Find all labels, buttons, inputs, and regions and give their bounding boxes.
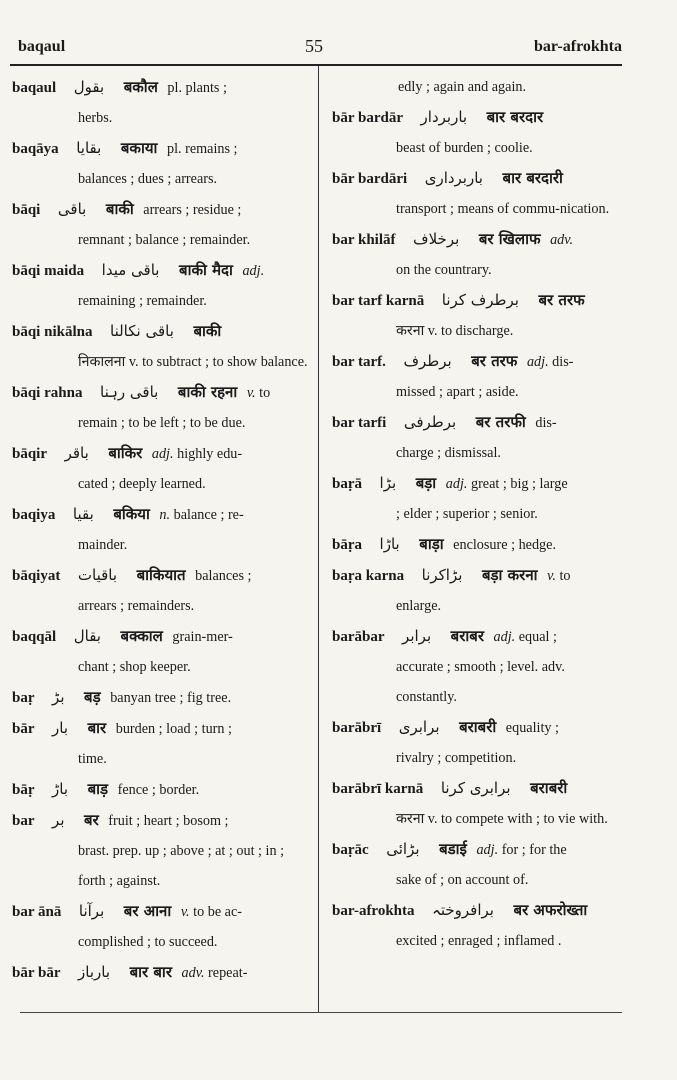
urdu-script: بڑ [52,688,65,706]
dictionary-entry [12,805,308,896]
devanagari-script: बर [84,811,99,829]
right-guide-word: bar-afrokhta [534,38,622,55]
definition-continuation: remnant ; balance ; remainder. [78,232,251,248]
definition-continuation: निकालना v. to subtract ; to show balance. [78,354,308,370]
entry-first-line [12,805,308,836]
definition-continuation: time. [78,751,107,767]
urdu-script: بڑاکرنا [421,566,463,584]
entry-first-line [12,499,308,530]
entry-first-line [12,774,308,805]
devanagari-script: बाकी [193,322,222,340]
headword: bār bardāri [332,171,408,187]
dictionary-entry [332,834,618,895]
entry-first-line [332,621,618,652]
dictionary-entry [12,957,308,988]
headword: bar ānā [12,904,62,920]
part-of-speech: adv. [550,232,574,248]
entry-first-line [332,712,618,743]
part-of-speech: v. [547,568,556,584]
definition-continuation: mainder. [78,537,128,553]
urdu-script: بر [52,811,65,829]
urdu-script: باقی میدا [101,261,160,279]
urdu-script: برطرف [403,352,452,370]
entry-first-line [332,773,618,804]
dictionary-entry [12,774,308,805]
definition-continuation: missed ; apart ; aside. [396,384,519,400]
dictionary-entry [332,773,618,834]
definition-continuation: remain ; to be left ; to be due. [78,415,246,431]
devanagari-script: बकौल [123,78,158,96]
headword: baṛ [12,690,35,706]
column-divider [318,66,319,1012]
devanagari-script: बड़ा करना [481,566,538,584]
headword: bāqir [12,446,48,462]
definition-continuation: enlarge. [396,598,442,614]
entry-first-line [12,194,308,225]
definition-continuation: charge ; dismissal. [396,445,501,461]
headword: barābrī karnā [332,781,424,797]
definition-start: great ; big ; large [470,476,568,492]
dictionary-entry [332,285,618,346]
urdu-script: باقی [57,200,87,218]
headword: bār bār [12,965,61,981]
entry-first-line [12,713,308,744]
definition-continuation: brast. prep. up ; above ; at ; out ; in ; forth ; against. [78,843,285,889]
entry-first-line [12,255,308,286]
part-of-speech: n. [159,507,171,523]
dictionary-entry [12,621,308,682]
headword: bar [12,813,35,829]
definition-continuation: cated ; deeply learned. [78,476,206,492]
headword: bar khilāf [332,232,396,248]
urdu-script: برطرف کرنا [441,291,519,309]
entry-first-line [332,224,618,255]
dictionary-entry [332,712,618,773]
dictionary-entry [12,499,308,560]
headword: bar-afrokhta [332,903,415,919]
header-rule [10,64,622,66]
part-of-speech: v. [246,385,256,401]
definition-start: highly edu- [177,446,243,462]
definition-start: pl. remains ; [166,141,238,157]
dictionary-entry [12,560,308,621]
devanagari-script: बड़ [84,688,101,706]
headword: bāqi nikālna [12,324,93,340]
urdu-script: باقی نکالنا [110,322,174,340]
definition-continuation: balances ; dues ; arrears. [78,171,218,187]
devanagari-script: बराबरी [459,718,497,736]
entry-first-line [332,529,618,560]
devanagari-script: बार बार [129,963,172,981]
definition-continuation: करना v. to discharge. [396,323,514,339]
definition-continuation: complished ; to succeed. [78,934,218,950]
dictionary-entry [332,102,618,163]
urdu-script: باقر [64,444,89,462]
dictionary-entry [332,224,618,285]
urdu-script: بارباز [78,963,111,981]
devanagari-script: बार बरदारी [502,169,563,187]
entry-first-line [332,407,618,438]
devanagari-script: बाकी रहना [177,383,238,401]
definition-start: balance ; re- [173,507,244,523]
dictionary-entry [332,407,618,468]
headword: bār bardār [332,110,403,126]
definition-continuation: arrears ; remainders. [78,598,195,614]
definition-continuation: ; elder ; superior ; senior. [396,506,538,522]
devanagari-script: बाकी मैदा [179,261,233,279]
part-of-speech: adv. [181,965,205,981]
urdu-script: باڑ [52,780,69,798]
definition-start: arrears ; residue ; [143,202,242,218]
dictionary-entry [12,255,308,316]
part-of-speech: adj. [526,354,549,370]
dictionary-entry [332,346,618,407]
entry-first-line [332,102,618,133]
definition-continuation: edly ; again and again. [398,79,527,95]
urdu-script: بقول [73,78,105,96]
entry-first-line [332,468,618,499]
part-of-speech: adj. [476,842,499,858]
devanagari-script: बाड़ा [419,535,444,553]
definition-start: fence ; border. [117,782,200,798]
dictionary-entry [12,438,308,499]
urdu-script: بقایا [76,139,102,157]
devanagari-script: बर तरफ [538,291,585,309]
urdu-script: برافروختہ [432,901,494,919]
urdu-script: باقیات [77,566,118,584]
entry-first-line [12,560,308,591]
part-of-speech: adj. [151,446,174,462]
headword: bāṛa [332,537,362,553]
devanagari-script: बर अफरोख्ता [513,901,588,919]
dictionary-entry [12,194,308,255]
urdu-script: برابری کرنا [440,779,511,797]
dictionary-entry [332,560,618,621]
definition-continuation: करना v. to compete with ; to vie with. [396,811,608,827]
part-of-speech: adj. [445,476,468,492]
entry-first-line [12,896,308,927]
headword: bār [12,721,35,737]
definition-start: for ; for the [501,842,567,858]
footer-rule [20,1012,622,1013]
definition-continuation: sake of ; on account of. [396,872,529,888]
headword: bāqiyat [12,568,61,584]
definition-start: dis- [535,415,557,431]
dictionary-entry [332,163,618,224]
definition-start: burden ; load ; turn ; [115,721,232,737]
entry-first-line [12,438,308,469]
headword: baqāya [12,141,59,157]
definition-start: to be ac- [193,904,242,920]
headword: bāṛ [12,782,35,798]
devanagari-script: बाकी [105,200,134,218]
devanagari-script: बराबरी [530,779,568,797]
definition-start: banyan tree ; fig tree. [110,690,232,706]
definition-continuation: chant ; shop keeper. [78,659,191,675]
definition-start: dis- [552,354,574,370]
dictionary-entry [12,896,308,957]
headword: bāqi rahna [12,385,83,401]
urdu-script: برطرفی [403,413,457,431]
devanagari-script: बड़ा [415,474,437,492]
entry-first-line [12,133,308,164]
urdu-script: بقال [73,627,101,645]
definition-continuation: transport ; means of commu-nication. [396,201,610,217]
entry-first-line [332,560,618,591]
entry-first-line [12,72,308,103]
part-of-speech: v. [180,904,190,920]
dictionary-entry [12,682,308,713]
devanagari-script: बर आना [123,902,172,920]
urdu-script: برخلاف [413,230,460,248]
dictionary-entry [12,133,308,194]
devanagari-script: बर तरफी [475,413,526,431]
entry-first-line [12,316,308,347]
headword: bāqi maida [12,263,85,279]
definition-start: repeat- [208,965,248,981]
dictionary-entry [332,72,618,102]
definition-start: equality ; [505,720,559,736]
entry-first-line [332,163,618,194]
urdu-script: باڑا [379,535,400,553]
part-of-speech: adj. [242,263,265,279]
entry-first-line [332,285,618,316]
part-of-speech: adj. [493,629,516,645]
devanagari-script: बाकिर [108,444,143,462]
definition-continuation: on the countrary. [396,262,492,278]
definition-start: equal ; [518,629,557,645]
dictionary-entry [12,713,308,774]
headword: baṛa karna [332,568,405,584]
devanagari-script: बार बरदार [486,108,544,126]
urdu-script: برابری [398,718,440,736]
devanagari-script: बकाया [120,139,158,157]
urdu-script: بقیا [72,505,94,523]
devanagari-script: बर तरफ [471,352,518,370]
definition-continuation: rivalry ; competition. [396,750,517,766]
dictionary-entry [332,895,618,956]
devanagari-script: बाकियात [136,566,186,584]
dictionary-entry [332,529,618,560]
definition-start: to [259,385,271,401]
urdu-script: باقی رہنا [100,383,159,401]
urdu-script: بار [52,719,69,737]
definition-continuation: beast of burden ; coolie. [396,140,533,156]
urdu-script: برآنا [78,902,105,920]
headword: baqaul [12,80,57,96]
headword: baqqāl [12,629,57,645]
entry-first-line [12,621,308,652]
definition-start: balances ; [195,568,252,584]
devanagari-script: बकिया [113,505,150,523]
left-column [12,72,308,988]
headword: barābar [332,629,385,645]
definition-start: to [559,568,571,584]
definition-continuation: excited ; enraged ; inflamed . [396,933,562,949]
devanagari-script: बक्काल [120,627,163,645]
definition-start: fruit ; heart ; bosom ; [108,813,229,829]
entry-first-line [12,957,308,988]
entry-first-line [332,834,618,865]
headword: bāqi [12,202,41,218]
headword: baṛā [332,476,362,492]
urdu-script: باربرداری [424,169,483,187]
urdu-script: باربردار [420,108,468,126]
devanagari-script: बार [87,719,107,737]
right-column [332,72,618,956]
definition-start: pl. plants ; [167,80,227,96]
headword: bar tarfi [332,415,387,431]
dictionary-entry [332,468,618,529]
dictionary-entry [12,72,308,133]
devanagari-script: बर खिलाफ [478,230,541,248]
definition-start: grain-mer- [172,629,233,645]
page-number: 55 [305,36,323,56]
urdu-script: برابر [402,627,432,645]
left-guide-word: baqaul [18,38,66,55]
headword: baqiya [12,507,56,523]
headword: baṛāc [332,842,369,858]
headword: bar tarf. [332,354,386,370]
devanagari-script: बाड़ [87,780,109,798]
definition-continuation: remaining ; remainder. [78,293,207,309]
urdu-script: بڑا [379,474,397,492]
urdu-script: بڑائی [386,840,420,858]
dictionary-entry [332,621,618,712]
devanagari-script: बराबर [450,627,484,645]
entry-first-line [332,895,618,926]
entry-first-line [332,346,618,377]
headword: bar tarf karnā [332,293,425,309]
dictionary-entry [12,377,308,438]
definition-start: enclosure ; hedge. [453,537,556,553]
headword: barābrī [332,720,382,736]
definition-continuation: herbs. [78,110,113,126]
devanagari-script: बडाई [439,840,467,858]
entry-first-line [12,377,308,408]
definition-continuation: accurate ; smooth ; level. adv. constantly. [396,659,565,705]
entry-first-line [12,682,308,713]
dictionary-entry [12,316,308,377]
